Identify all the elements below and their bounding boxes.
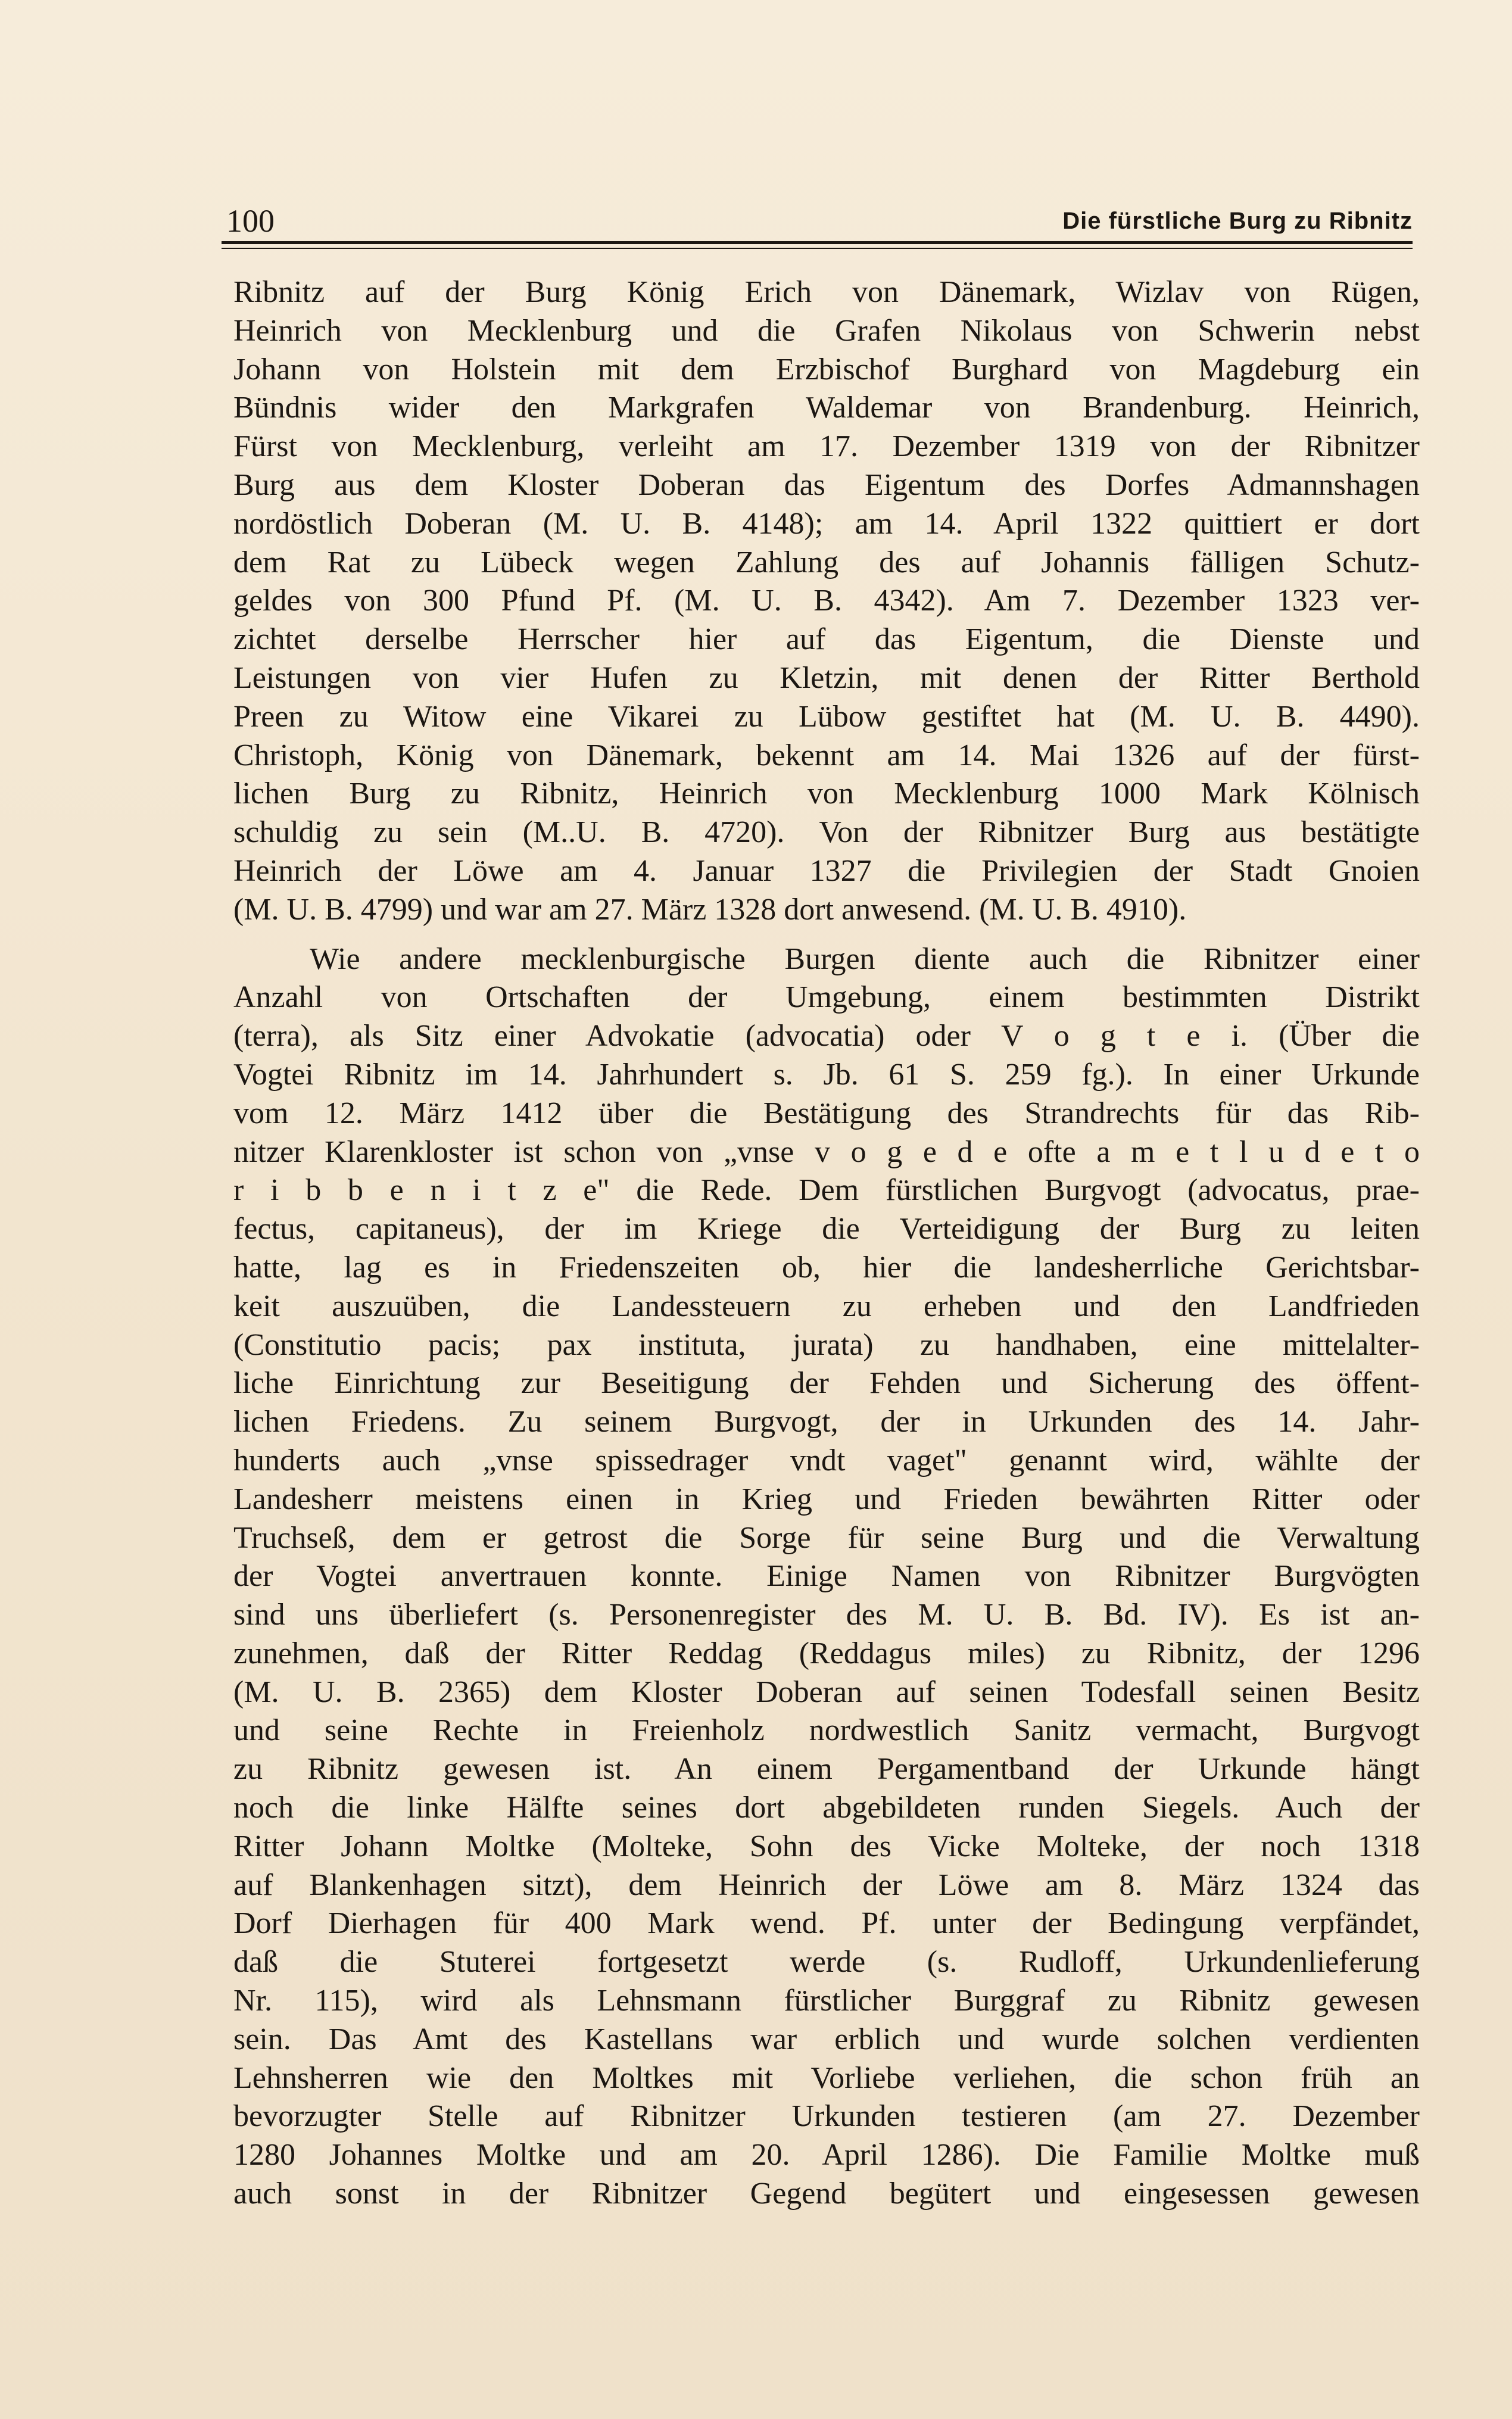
- text-line: Heinrich von Mecklenburg und die Grafen Nikolaus von Schwerin nebst: [233, 313, 1420, 348]
- text-line: noch die linke Hälfte seines dort abgebildeten runden Siegels. Auch der: [233, 1791, 1420, 1825]
- text-line: Heinrich der Löwe am 4. Januar 1327 die Privilegien der Stadt Gnoien: [233, 853, 1420, 888]
- text-line: r i b b e n i t z e" die Rede. Dem fürstlichen Burgvogt (advocatus, prae-: [233, 1173, 1420, 1208]
- text-line: Preen zu Witow eine Vikarei zu Lübow gestiftet hat (M. U. B. 4490).: [233, 699, 1420, 734]
- text-line: Ritter Johann Moltke (Molteke, Sohn des Vicke Molteke, der noch 1318: [233, 1829, 1420, 1863]
- text-line: schuldig zu sein (M..U. B. 4720). Von der Ribnitzer Burg aus bestätigte: [233, 815, 1420, 850]
- header-rule-thin: [222, 248, 1413, 249]
- text-line: Johann von Holstein mit dem Erzbischof Burghard von Magdeburg ein: [233, 352, 1420, 386]
- text-line: zunehmen, daß der Ritter Reddag (Reddagus miles) zu Ribnitz, der 1296: [233, 1636, 1420, 1670]
- text-line: auf Blankenhagen sitzt), dem Heinrich der Löwe am 8. März 1324 das: [233, 1868, 1420, 1902]
- text-line: hunderts auch „vnse spissedrager vndt vaget" genannt wird, wählte der: [233, 1443, 1420, 1477]
- text-line: (Constitutio pacis; pax instituta, jurata) zu handhaben, eine mittelalter-: [233, 1327, 1420, 1362]
- text-line: Anzahl von Ortschaften der Umgebung, einem bestimmten Distrikt: [233, 980, 1420, 1015]
- text-line: Burg aus dem Kloster Doberan das Eigentum des Dorfes Admannshagen: [233, 467, 1420, 502]
- text-line: nordöstlich Doberan (M. U. B. 4148); am 14. April 1322 quittiert er dort: [233, 506, 1420, 541]
- header-rule-thick: [222, 241, 1413, 244]
- text-line: der Vogtei anvertrauen konnte. Einige Namen von Ribnitzer Burgvögten: [233, 1559, 1420, 1594]
- text-line: Truchseß, dem er getrost die Sorge für seine Burg und die Verwaltung: [233, 1520, 1420, 1555]
- text-line: auch sonst in der Ribnitzer Gegend begütert und eingesessen gewesen: [233, 2177, 1420, 2211]
- text-line: Lehnsherren wie den Moltkes mit Vorliebe verliehen, die schon früh an: [233, 2060, 1420, 2095]
- text-line: (terra), als Sitz einer Advokatie (advocatia) oder V o g t e i. (Über die: [233, 1019, 1420, 1053]
- text-line: nitzer Klarenkloster ist schon von „vnse v o g e d e ofte a m e t l u d e t o: [233, 1134, 1420, 1169]
- text-line: bevorzugter Stelle auf Ribnitzer Urkunden testieren (am 27. Dezember: [233, 2099, 1420, 2134]
- text-line: Bündnis wider den Markgrafen Waldemar von Brandenburg. Heinrich,: [233, 391, 1420, 425]
- text-line: Leistungen von vier Hufen zu Kletzin, mit denen der Ritter Berthold: [233, 660, 1420, 695]
- paragraph: [233, 273, 1420, 930]
- text-line: 1280 Johannes Moltke und am 20. April 1286). Die Familie Moltke muß: [233, 2138, 1420, 2172]
- text-line: zichtet derselbe Herrscher hier auf das Eigentum, die Dienste und: [233, 622, 1420, 657]
- text-line: Dorf Dierhagen für 400 Mark wend. Pf. unter der Bedingung verpfändet,: [233, 1906, 1420, 1941]
- text-line: lichen Burg zu Ribnitz, Heinrich von Mecklenburg 1000 Mark Kölnisch: [233, 777, 1420, 811]
- text-line: lichen Friedens. Zu seinem Burgvogt, der in Urkunden des 14. Jahr-: [233, 1405, 1420, 1439]
- text-line: Christoph, König von Dänemark, bekennt am 14. Mai 1326 auf der fürst-: [233, 738, 1420, 772]
- text-line: zu Ribnitz gewesen ist. An einem Pergamentband der Urkunde hängt: [233, 1752, 1420, 1787]
- paragraph: [233, 940, 1420, 2214]
- text-line: Ribnitz auf der Burg König Erich von Dänemark, Wizlav von Rügen,: [233, 275, 1420, 309]
- text-line: (M. U. B. 2365) dem Kloster Doberan auf seinen Todesfall seinen Besitz: [233, 1675, 1420, 1709]
- text-line: geldes von 300 Pfund Pf. (M. U. B. 4342). Am 7. Dezember 1323 ver-: [233, 584, 1420, 618]
- page-number: 100: [226, 203, 275, 239]
- text-line: sind uns überliefert (s. Personenregister des M. U. B. Bd. IV). Es ist an-: [233, 1598, 1420, 1632]
- page-header: [222, 198, 1413, 246]
- text-line: Wie andere mecklenburgische Burgen diente auch die Ribnitzer einer: [310, 942, 1420, 976]
- text-line: keit auszuüben, die Landessteuern zu erheben und den Landfrieden: [233, 1289, 1420, 1323]
- text-line: vom 12. März 1412 über die Bestätigung des Strandrechts für das Rib-: [233, 1096, 1420, 1130]
- text-line: Landesherr meistens einen in Krieg und Frieden bewährten Ritter oder: [233, 1482, 1420, 1516]
- text-line: sein. Das Amt des Kastellans war erblich und wurde solchen verdienten: [233, 2022, 1420, 2056]
- paragraph-gap: [233, 930, 1420, 940]
- text-line: fectus, capitaneus), der im Kriege die Verteidigung der Burg zu leiten: [233, 1212, 1420, 1246]
- text-line: (M. U. B. 4799) und war am 27. März 1328 dort anwesend. (M. U. B. 4910).: [233, 892, 1187, 927]
- text-line: Fürst von Mecklenburg, verleiht am 17. Dezember 1319 von der Ribnitzer: [233, 429, 1420, 464]
- body-text: [233, 273, 1420, 2214]
- text-line: und seine Rechte in Freienholz nordwestlich Sanitz vermacht, Burgvogt: [233, 1713, 1420, 1748]
- text-line: Vogtei Ribnitz im 14. Jahrhundert s. Jb. 61 S. 259 fg.). In einer Urkunde: [233, 1057, 1420, 1092]
- text-line: Nr. 115), wird als Lehnsmann fürstlicher Burggraf zu Ribnitz gewesen: [233, 1984, 1420, 2018]
- running-head: Die fürstliche Burg zu Ribnitz: [1062, 208, 1413, 234]
- text-line: hatte, lag es in Friedenszeiten ob, hier die landesherrliche Gerichtsbar-: [233, 1250, 1420, 1285]
- text-line: daß die Stuterei fortgesetzt werde (s. Rudloff, Urkundenlieferung: [233, 1945, 1420, 1980]
- text-line: liche Einrichtung zur Beseitigung der Fehden und Sicherung des öffent-: [233, 1366, 1420, 1401]
- text-line: dem Rat zu Lübeck wegen Zahlung des auf Johannis fälligen Schutz-: [233, 545, 1420, 579]
